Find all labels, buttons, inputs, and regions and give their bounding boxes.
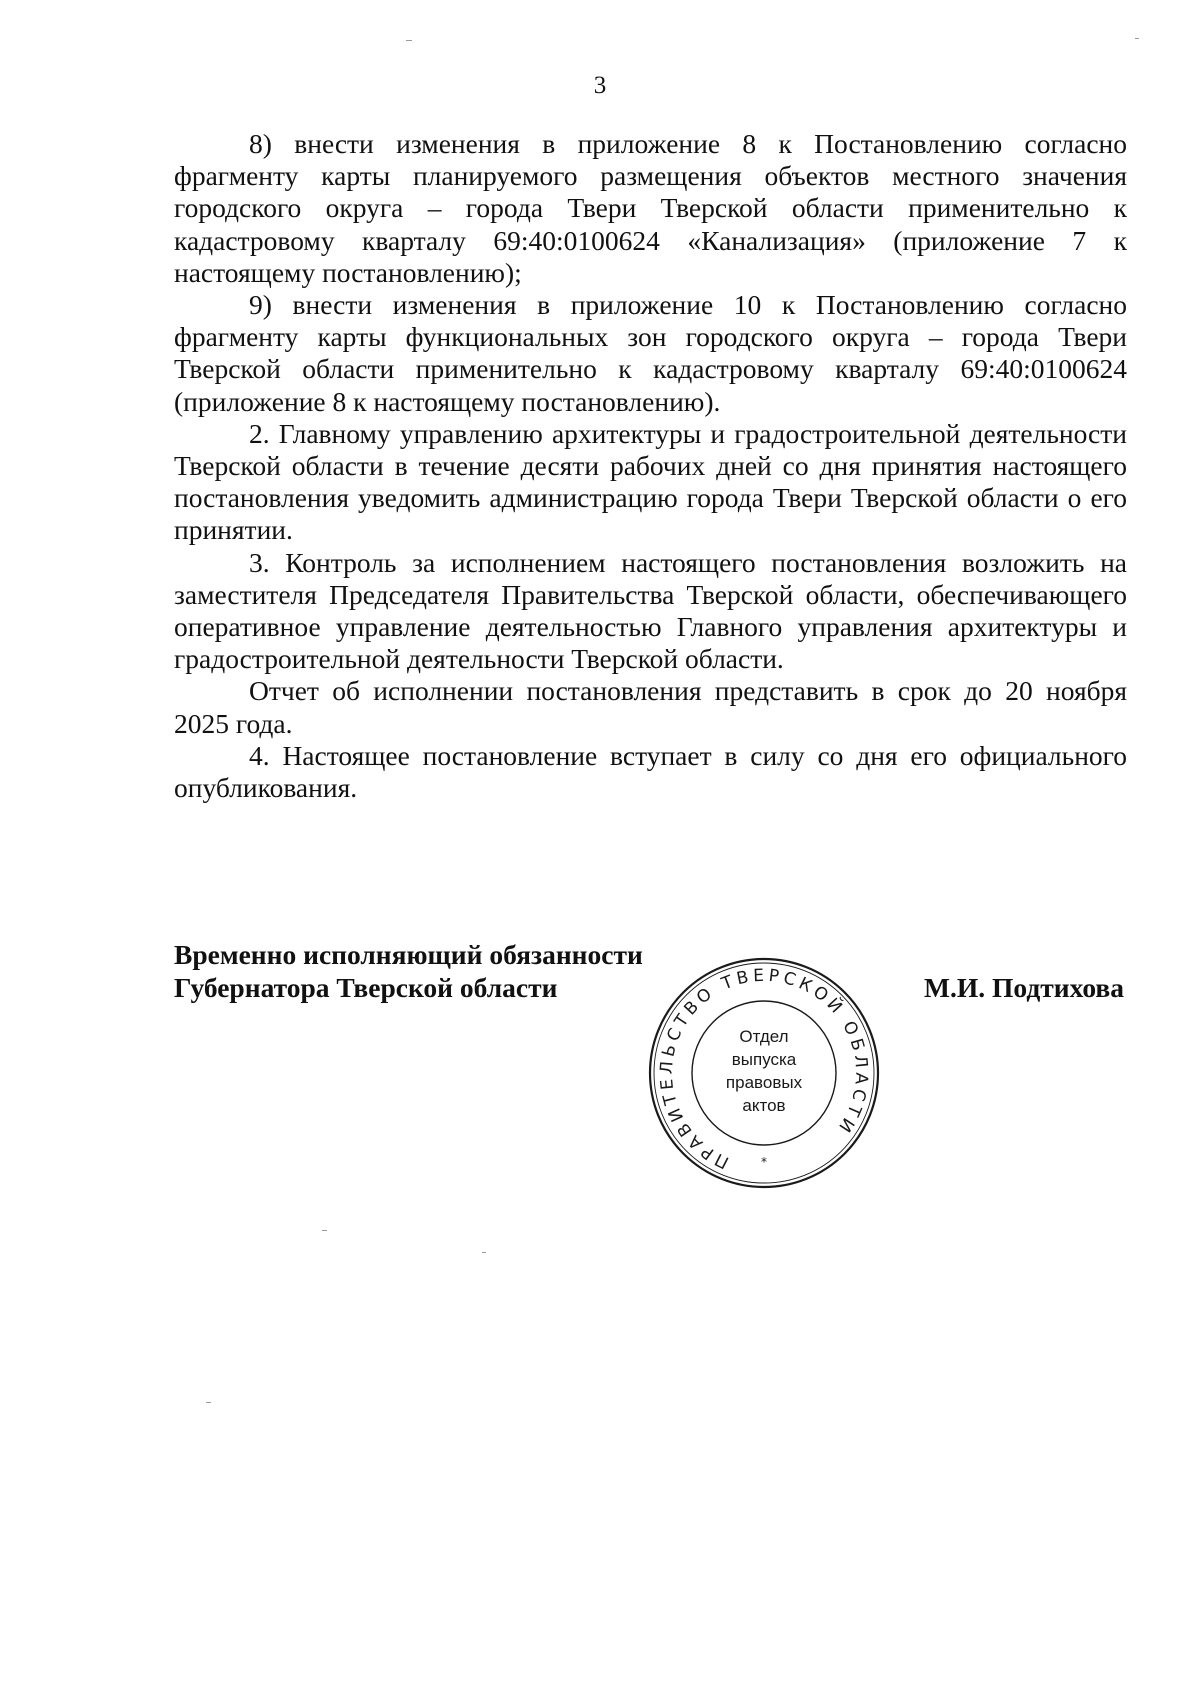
stamp-center-line-1: Отдел xyxy=(739,1027,789,1046)
stamp-center-line-3: правовых xyxy=(725,1073,803,1092)
stamp-star-icon: * xyxy=(761,1155,767,1169)
signatory-title xyxy=(174,938,643,1004)
scan-speck xyxy=(322,1230,327,1231)
scan-speck xyxy=(482,1252,486,1253)
paragraph-item-9: 9) внести изменения в приложение 10 к Постановлению согласно фрагменту карты функциональных зон городского округа – города Твери Тверской области применительно к кадастровому кварталу 69:40:0100624 (приложение 8 к настоящему постановлению). xyxy=(174,289,1127,417)
paragraph-clause-2: 2. Главному управлению архитектуры и градостроительной деятельности Тверской области в течение десяти рабочих дней со дня принятия настоящего постановления уведомить администрацию города Твери Тверской области о его принятии. xyxy=(174,417,1127,546)
scan-speck xyxy=(206,1402,211,1403)
stamp-ring-text: ПРАВИТЕЛЬСТВО ТВЕРСКОЙ ОБЛАСТИ xyxy=(656,965,872,1173)
page-number: 3 xyxy=(593,72,607,99)
stamp-center-text xyxy=(706,1025,822,1117)
paragraph-clause-3: 3. Контроль за исполнением настоящего постановления возложить на заместителя Председателя Правительства Тверской области, обеспечивающего оперативное управление деятельностью Главного управления архитектуры и градостроительной деятельности Тверской области. xyxy=(174,546,1127,675)
signatory-name: М.И. Подтихова xyxy=(924,972,1124,1003)
signatory-title-line-2: Губернатора Тверской области xyxy=(174,972,558,1003)
paragraph-report-deadline: Отчет об исполнении постановления представить в срок до 20 ноября 2025 года. xyxy=(174,675,1127,739)
stamp-center-line-4: актов xyxy=(742,1096,786,1115)
stamp-center-line-2: выпуска xyxy=(731,1050,797,1069)
paragraph-clause-4: 4. Настоящее постановление вступает в силу со дня его официального опубликования. xyxy=(174,739,1127,804)
scan-speck xyxy=(1135,38,1139,39)
document-body xyxy=(174,128,1127,804)
paragraph-item-8: 8) внести изменения в приложение 8 к Постановлению согласно фрагменту карты планируемого размещения объектов местного значения городского округа – города Твери Тверской области применительно к кадастровому кварталу 69:40:0100624 «Канализация» (приложение 7 к настоящему постановлению); xyxy=(174,128,1127,288)
scan-speck xyxy=(406,40,412,41)
signatory-title-line-1: Временно исполняющий обязанности xyxy=(174,939,643,970)
official-stamp xyxy=(648,957,880,1189)
